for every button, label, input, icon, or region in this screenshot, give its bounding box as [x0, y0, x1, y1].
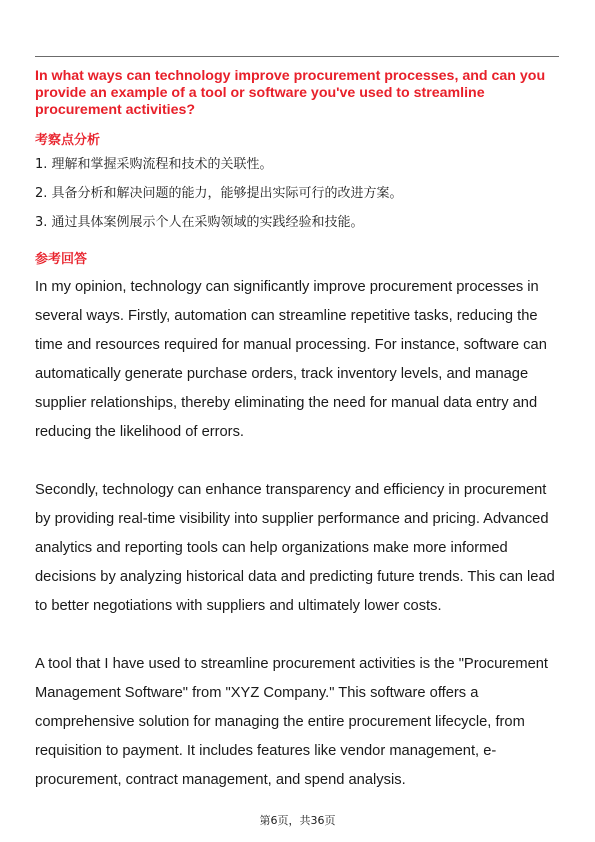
- analysis-point: 3. 通过具体案例展示个人在采购领域的实践经验和技能。: [35, 215, 364, 230]
- answer-paragraph: Secondly, technology can enhance transparency and efficiency in procurement by providing real-time visibility into supplier performance and pricing. Advanced analytics and reporting tools can help organizations make more informed decisions by analyzing historical data and predicting future trends. This can lead to better negotiations with suppliers and ultimately lower costs.: [35, 482, 555, 614]
- answer-heading: 参考回答: [35, 252, 88, 267]
- top-divider: [35, 56, 559, 57]
- analysis-point-list: [35, 155, 559, 242]
- answer-paragraph: A tool that I have used to streamline procurement activities is the "Procurement Management Software" from "XYZ Company." This software offers a comprehensive solution for managing the entire procurement lifecycle, from requisition to payment. It includes features like vendor management, e-procurement, contract management, and spend analysis.: [35, 656, 549, 788]
- analysis-point: 2. 具备分析和解决问题的能力，能够提出实际可行的改进方案。: [35, 186, 403, 201]
- question-title: In what ways can technology improve procurement processes, and can you provide an example of a tool or software you've used to streamline procurement activities?: [35, 68, 546, 118]
- answer-paragraph: In my opinion, technology can significantly improve procurement processes in several ways. Firstly, automation can streamline repetitive tasks, reducing the time and resources required for manual processing. For instance, software can automatically generate purchase orders, track inventory levels, and manage supplier relationships, thereby eliminating the need for manual data entry and reducing the likelihood of errors.: [35, 279, 547, 440]
- analysis-point: 1. 理解和掌握采购流程和技术的关联性。: [35, 157, 273, 172]
- answer-body: [35, 273, 565, 824]
- page-number: 第6页，共36页: [259, 814, 336, 827]
- analysis-heading: 考察点分析: [35, 133, 101, 148]
